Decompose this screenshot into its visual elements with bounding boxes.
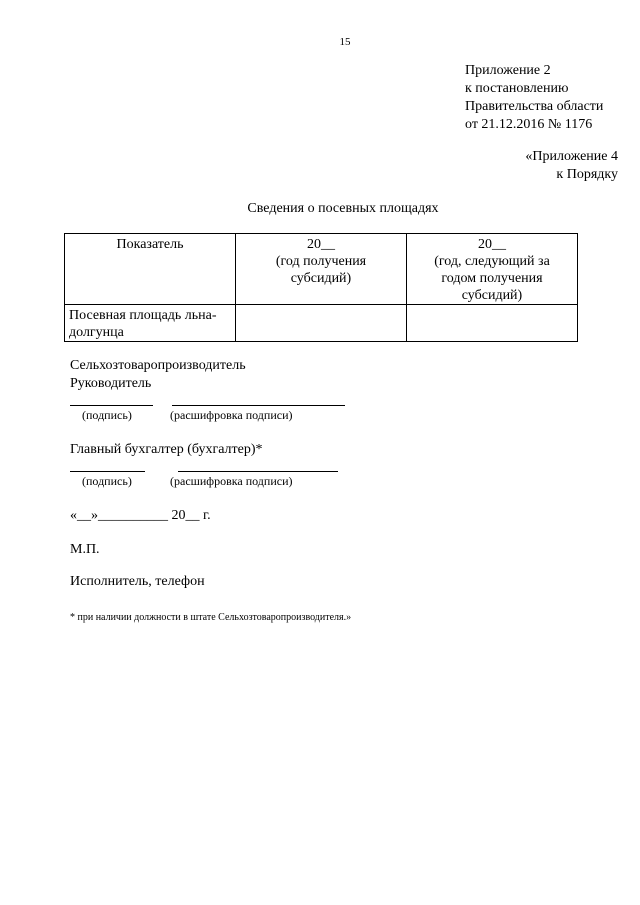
header-line: 20__ [307,237,335,252]
accountant-signature-line [70,471,145,472]
header-line: (год, следующий за [434,254,550,269]
table-cell-value [236,305,407,342]
appendix-quote [525,148,618,184]
head-decode-caption: (расшифровка подписи) [170,408,293,422]
head-name-line [172,405,345,406]
head-signature-line [70,405,153,406]
appendix-line: Правительства области [465,99,604,114]
column-header-indicator [65,234,236,305]
date-line: «__»__________ 20__ г. [70,508,211,523]
appendix-line: к постановлению [465,81,569,96]
header-line: годом получения [441,271,543,286]
accountant-decode-caption: (расшифровка подписи) [170,474,293,488]
table-row [65,305,578,342]
footnote: * при наличии должности в штате Сельхозтоваропроизводителя.» [70,612,352,623]
table-cell-indicator: Посевная площадь льна-долгунца [65,305,236,342]
header-line: (год получения [275,254,367,269]
sown-area-table [64,233,578,342]
accountant-label: Главный бухгалтер (бухгалтер)* [70,442,263,457]
appendix-quote-line: к Порядку [556,167,618,182]
appendix-header [465,62,603,134]
document-title: Сведения о посевных площадях [247,201,439,216]
header-line: 20__ [478,237,506,252]
table-header-row [65,234,578,305]
table-cell-value [407,305,578,342]
appendix-line: Приложение 2 [465,63,551,78]
header-line: субсидий) [290,271,352,286]
accountant-signature-caption: (подпись) [82,474,132,488]
stamp-label: М.П. [70,542,100,557]
column-header-year [236,234,407,305]
accountant-name-line [178,471,338,472]
appendix-quote-line: «Приложение 4 [525,149,618,164]
header-line: Показатель [116,237,184,252]
header-line: субсидий) [461,288,523,303]
producer-label: Сельхозтоваропроизводитель [70,358,246,373]
appendix-line: от 21.12.2016 № 1176 [465,117,593,132]
head-signature-caption: (подпись) [82,408,132,422]
page-number: 15 [339,36,351,48]
executor-label: Исполнитель, телефон [70,574,205,589]
column-header-next-year [407,234,578,305]
head-label: Руководитель [70,376,152,391]
